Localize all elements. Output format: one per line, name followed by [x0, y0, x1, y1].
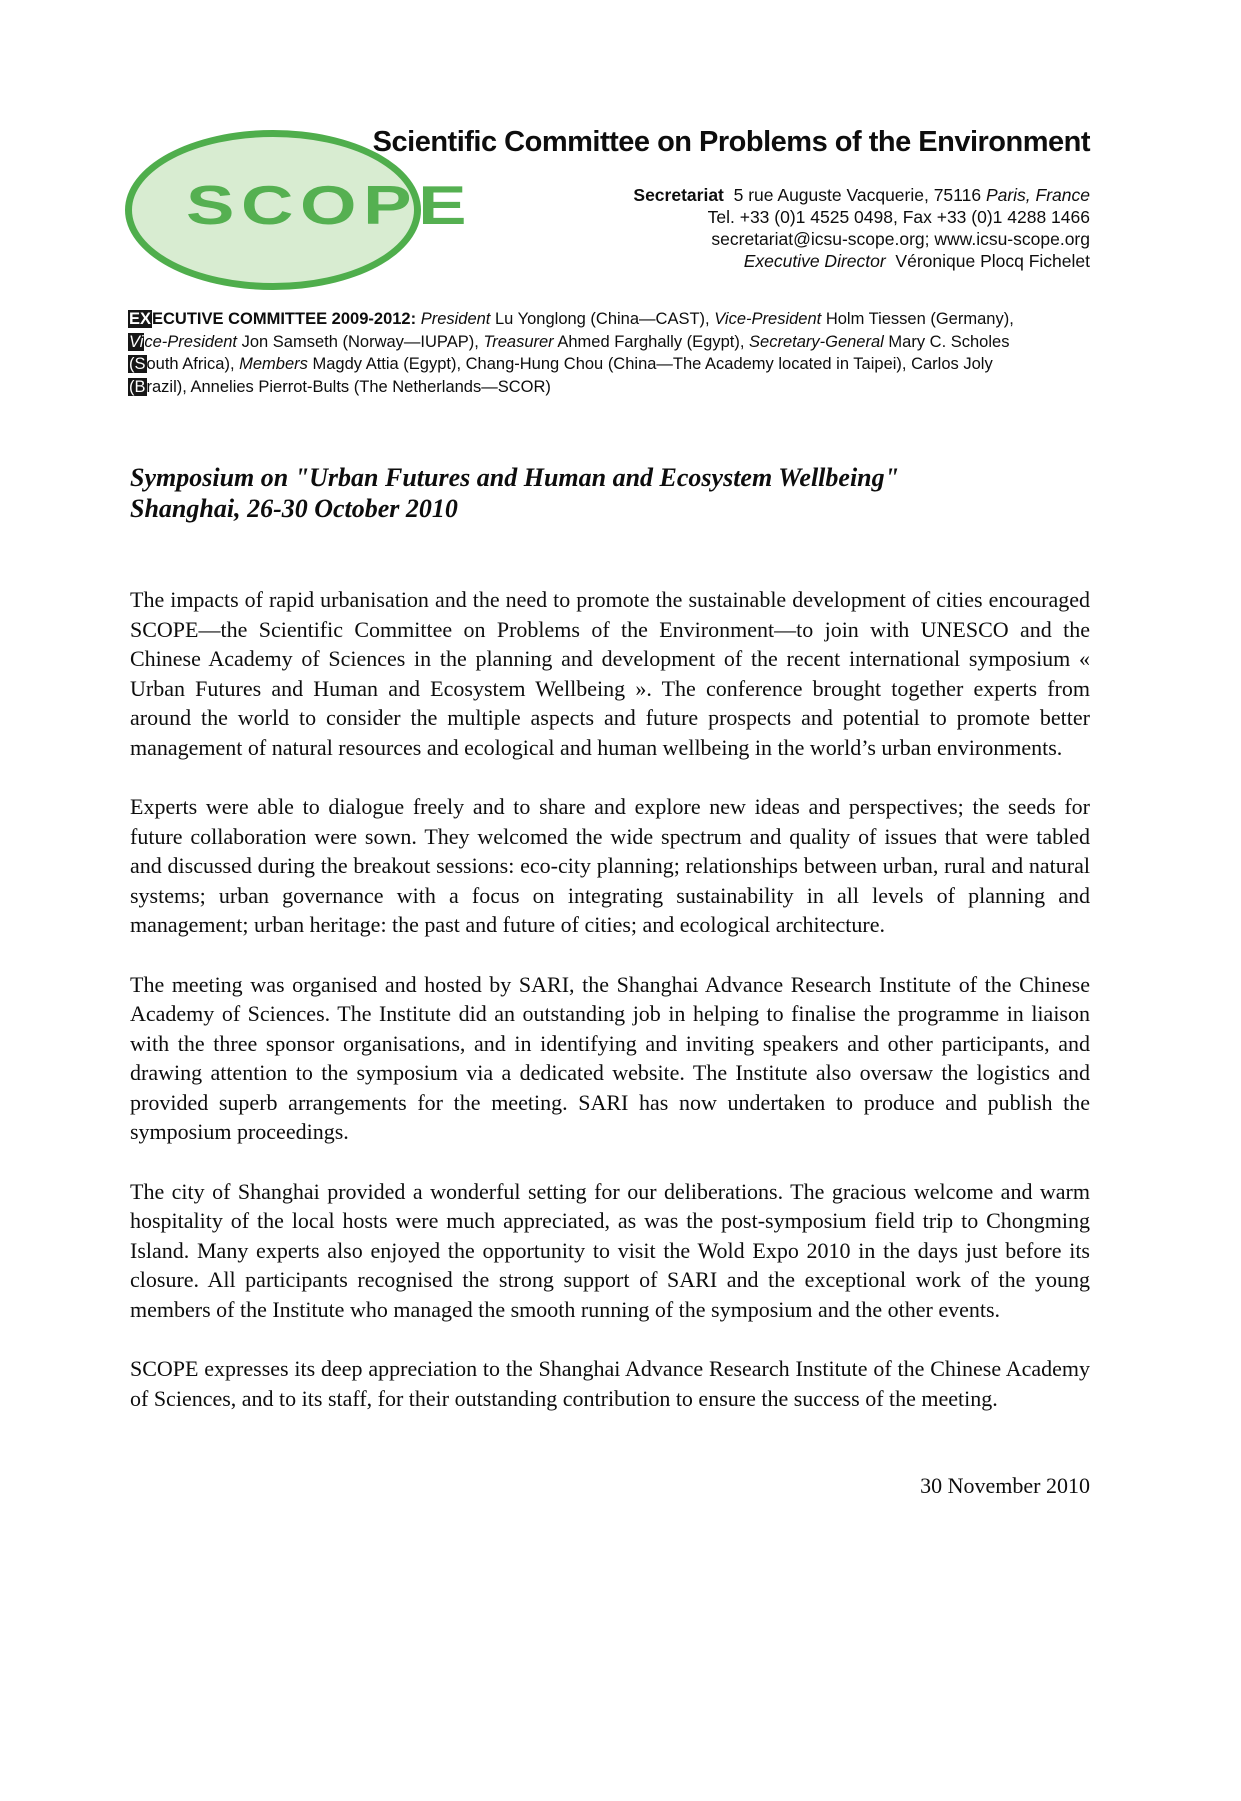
- secretariat-phone-line: Tel. +33 (0)1 4525 0498, Fax +33 (0)1 4288 1466: [707, 207, 1090, 227]
- committee-line: (Brazil), Annelies Pierrot-Bults (The Netherlands—SCOR): [129, 377, 551, 396]
- paragraph-4: The city of Shanghai provided a wonderful setting for our deliberations. The gracious welcome and warm hospitality of the local hosts were much appreciated, as was the post-symposium field trip to Chongming Island. Many experts also enjoyed the opportunity to visit the Wold Expo 2010 in the days just before its closure. All participants recognised the strong support of SARI and the exceptional work of the young members of the Institute who managed the smooth running of the symposium and the other events.: [130, 1178, 1090, 1322]
- secretariat-address-line: Secretariat 5 rue Auguste Vacquerie, 75116 Paris, France: [633, 185, 1090, 205]
- committee-line: EXECUTIVE COMMITTEE 2009-2012: President Lu Yonglong (China—CAST), Vice-President Holm Tiessen (Germany),: [129, 310, 1014, 328]
- paragraph-2: Experts were able to dialogue freely and to share and explore new ideas and perspectives; the seeds for future collaboration were sown. They welcomed the wide spectrum and quality of issues that were tabled and discussed during the breakout sessions: eco-city planning; relationships between urban, rural and natural systems; urban governance with a focus on integrating sustainability in all levels of planning and management; urban heritage: the past and future of cities; and ecological architecture.: [130, 794, 1090, 937]
- executive-committee-block: [128, 308, 1014, 398]
- committee-line: Vice-President Jon Samseth (Norway—IUPAP), Treasurer Ahmed Farghally (Egypt), Secretary-General Mary C. Scholes: [129, 332, 1010, 351]
- paragraph-3: The meeting was organised and hosted by SARI, the Shanghai Advance Research Institute of the Chinese Academy of Sciences. The Institute did an outstanding job in helping to finalise the programme in liaison with the three sponsor organisations, and in identifying and inviting speakers and other participants, and drawing attention to the symposium via a dedicated website. The Institute also oversaw the logistics and provided superb arrangements for the meeting. SARI has now undertaken to produce and publish the symposium proceedings.: [130, 971, 1090, 1144]
- letter-heading: [130, 462, 1090, 524]
- scope-logo-text: SCOPE: [186, 174, 474, 236]
- secretariat-director-line: Executive Director Véronique Plocq Fichelet: [743, 251, 1090, 271]
- secretariat-email-line: secretariat@icsu-scope.org; www.icsu-scope.org: [711, 229, 1090, 249]
- secretariat-block: [633, 184, 1090, 272]
- paragraph-5: SCOPE expresses its deep appreciation to the Shanghai Advance Research Institute of the Chinese Academy of Sciences, and to its staff, for their outstanding contribution to ensure the success of the meeting.: [130, 1356, 1090, 1411]
- letter-heading-location-date: Shanghai, 26-30 October 2010: [130, 494, 458, 523]
- letter-body: [130, 462, 1090, 1499]
- letter-date: 30 November 2010: [920, 1473, 1090, 1498]
- organisation-title: Scientific Committee on Problems of the Environment: [372, 126, 1090, 158]
- paragraph-1: The impacts of rapid urbanisation and the need to promote the sustainable development of cities encouraged SCOPE—the Scientific Committee on Problems of the Environment—to join with UNESCO and the Chinese Academy of Sciences in the planning and development of the recent international symposium « Urban Futures and Human and Ecosystem Wellbeing ». The conference brought together experts from around the world to consider the multiple aspects and future prospects and potential to promote better management of natural resources and ecological and human wellbeing in the world’s urban environments.: [130, 587, 1090, 760]
- letter-heading-title: Symposium on "Urban Futures and Human and Ecosystem Wellbeing": [130, 463, 900, 492]
- committee-line: (South Africa), Members Magdy Attia (Egypt), Chang-Hung Chou (China—The Academy located in Taipei), Carlos Joly: [129, 355, 993, 373]
